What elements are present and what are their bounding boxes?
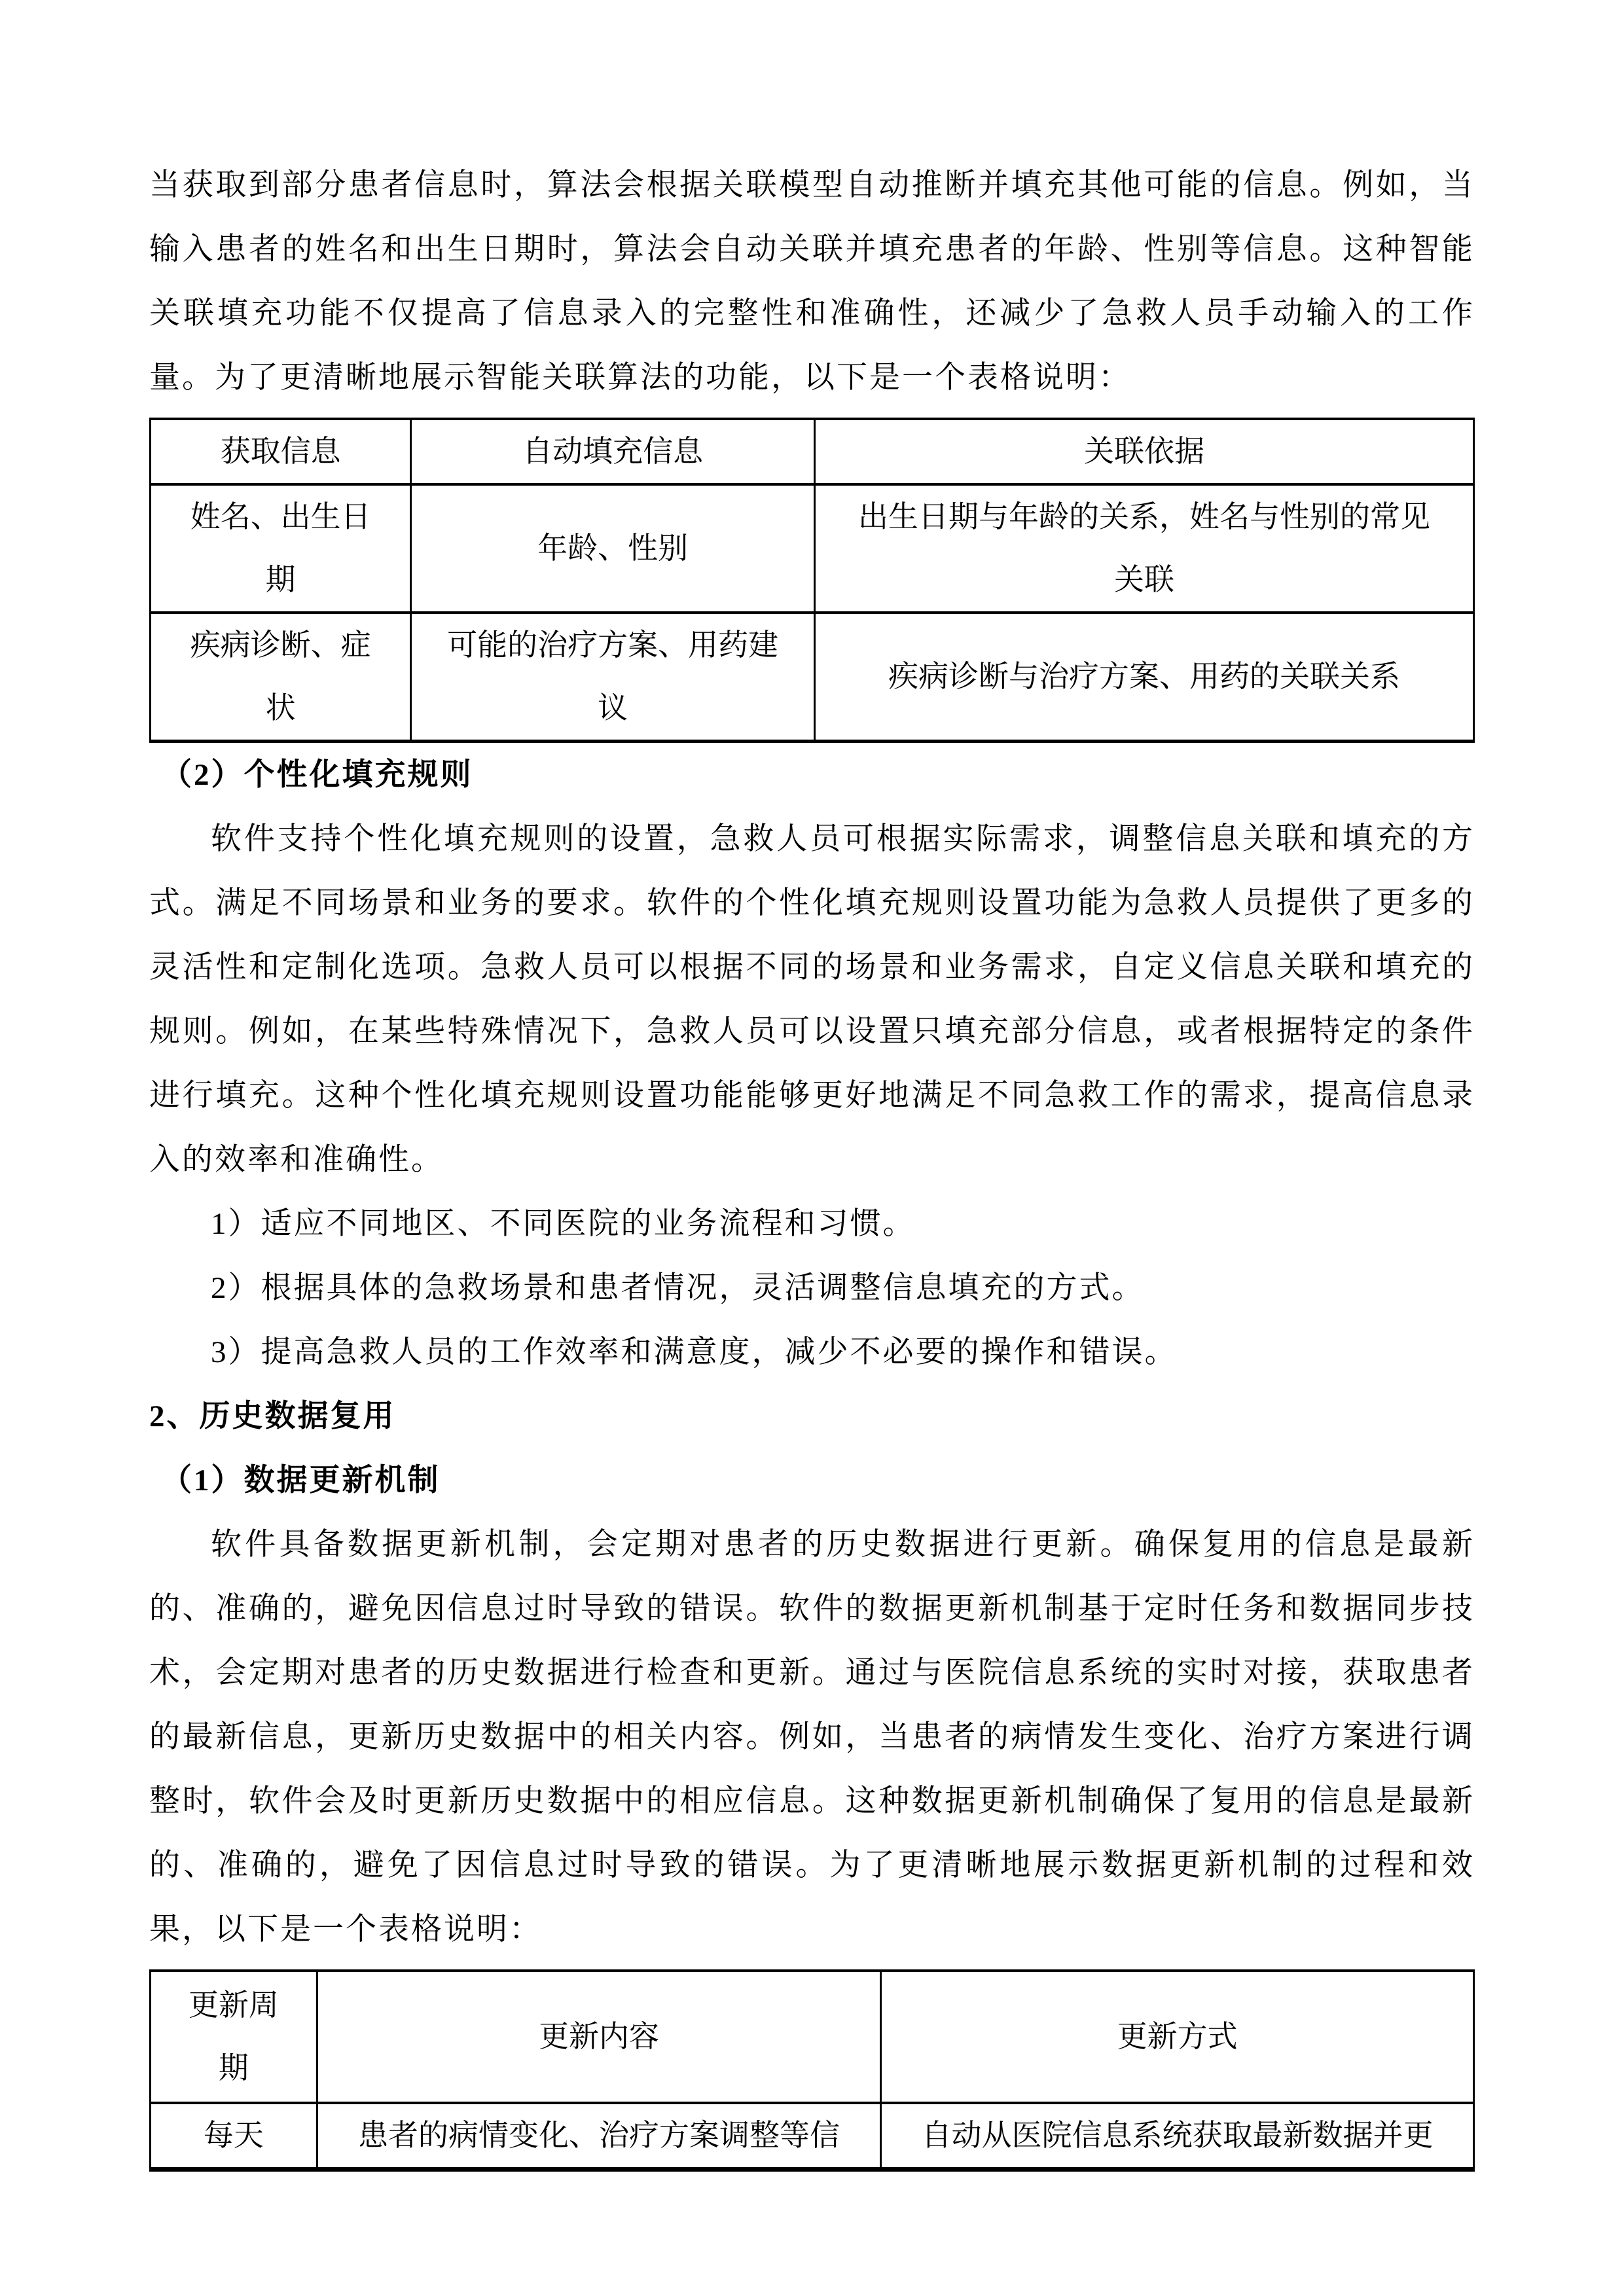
heading-history-reuse: 2、历史数据复用 [149, 1399, 396, 1433]
association-table-cell: 姓名、出生日期 [151, 484, 411, 613]
paragraph-smart-fill: 当获取到部分患者信息时，算法会根据关联模型自动推断并填充其他可能的信息。例如，当输入患者的姓名和出生日期时，算法会自动关联并填充患者的年龄、性别等信息。这种智能关联填充功能不仅提高了信息录入的完整性和准确性，还减少了急救人员手动输入的工作量。为了更清晰地展示智能关联算法的功能，以下是一个表格说明： [149, 168, 1475, 395]
update-table-cell: 每天 [151, 2103, 317, 2170]
update-table-cell: 自动从医院信息系统获取最新数据并更 [881, 2103, 1474, 2170]
list-item: 1）适应不同地区、不同医院的业务流程和习惯。 [211, 1207, 916, 1241]
update-table-header-cell: 更新周期 [151, 1971, 317, 2103]
list-item: 3）提高急救人员的工作效率和满意度，减少不必要的操作和错误。 [211, 1335, 1178, 1369]
update-table [149, 1969, 1475, 2172]
association-table-cell: 出生日期与年龄的关系，姓名与性别的常见关联 [815, 484, 1474, 613]
list-item: 2）根据具体的急救场景和患者情况，灵活调整信息填充的方式。 [211, 1271, 1145, 1305]
association-table [149, 418, 1475, 743]
association-table-header-cell: 关联依据 [815, 419, 1474, 484]
heading-personalized-rules: （2）个性化填充规则 [161, 758, 473, 792]
association-table-cell: 疾病诊断、症状 [151, 613, 411, 742]
heading-update-mechanism: （1）数据更新机制 [161, 1463, 441, 1498]
update-table-header-cell: 更新内容 [317, 1971, 880, 2103]
association-table-header-cell: 获取信息 [151, 419, 411, 484]
association-table-row [151, 613, 1474, 742]
association-table-cell: 年龄、性别 [411, 484, 815, 613]
update-table-row-clipped [151, 2103, 1474, 2170]
update-table-header-cell: 更新方式 [881, 1971, 1474, 2103]
association-table-cell: 可能的治疗方案、用药建议 [411, 613, 815, 742]
association-table-header-row [151, 419, 1474, 484]
update-table-header-row [151, 1971, 1474, 2103]
update-table-cell: 患者的病情变化、治疗方案调整等信 [317, 2103, 880, 2170]
association-table-cell: 疾病诊断与治疗方案、用药的关联关系 [815, 613, 1474, 742]
association-table-row [151, 484, 1474, 613]
paragraph-update-mechanism: 软件具备数据更新机制，会定期对患者的历史数据进行更新。确保复用的信息是最新的、准确的，避免因信息过时导致的错误。软件的数据更新机制基于定时任务和数据同步技术，会定期对患者的历史数据进行检查和更新。通过与医院信息系统的实时对接，获取患者的最新信息，更新历史数据中的相关内容。例如，当患者的病情发生变化、治疗方案进行调整时，软件会及时更新历史数据中的相应信息。这种数据更新机制确保了复用的信息是最新的、准确的，避免了因信息过时导致的错误。为了更清晰地展示数据更新机制的过程和效果，以下是一个表格说明： [149, 1528, 1475, 1946]
paragraph-personalized-rules: 软件支持个性化填充规则的设置，急救人员可根据实际需求，调整信息关联和填充的方式。满足不同场景和业务的要求。软件的个性化填充规则设置功能为急救人员提供了更多的灵活性和定制化选项。急救人员可以根据不同的场景和业务需求，自定义信息关联和填充的规则。例如，在某些特殊情况下，急救人员可以设置只填充部分信息，或者根据特定的条件进行填充。这种个性化填充规则设置功能能够更好地满足不同急救工作的需求，提高信息录入的效率和准确性。 [149, 822, 1475, 1177]
association-table-header-cell: 自动填充信息 [411, 419, 815, 484]
